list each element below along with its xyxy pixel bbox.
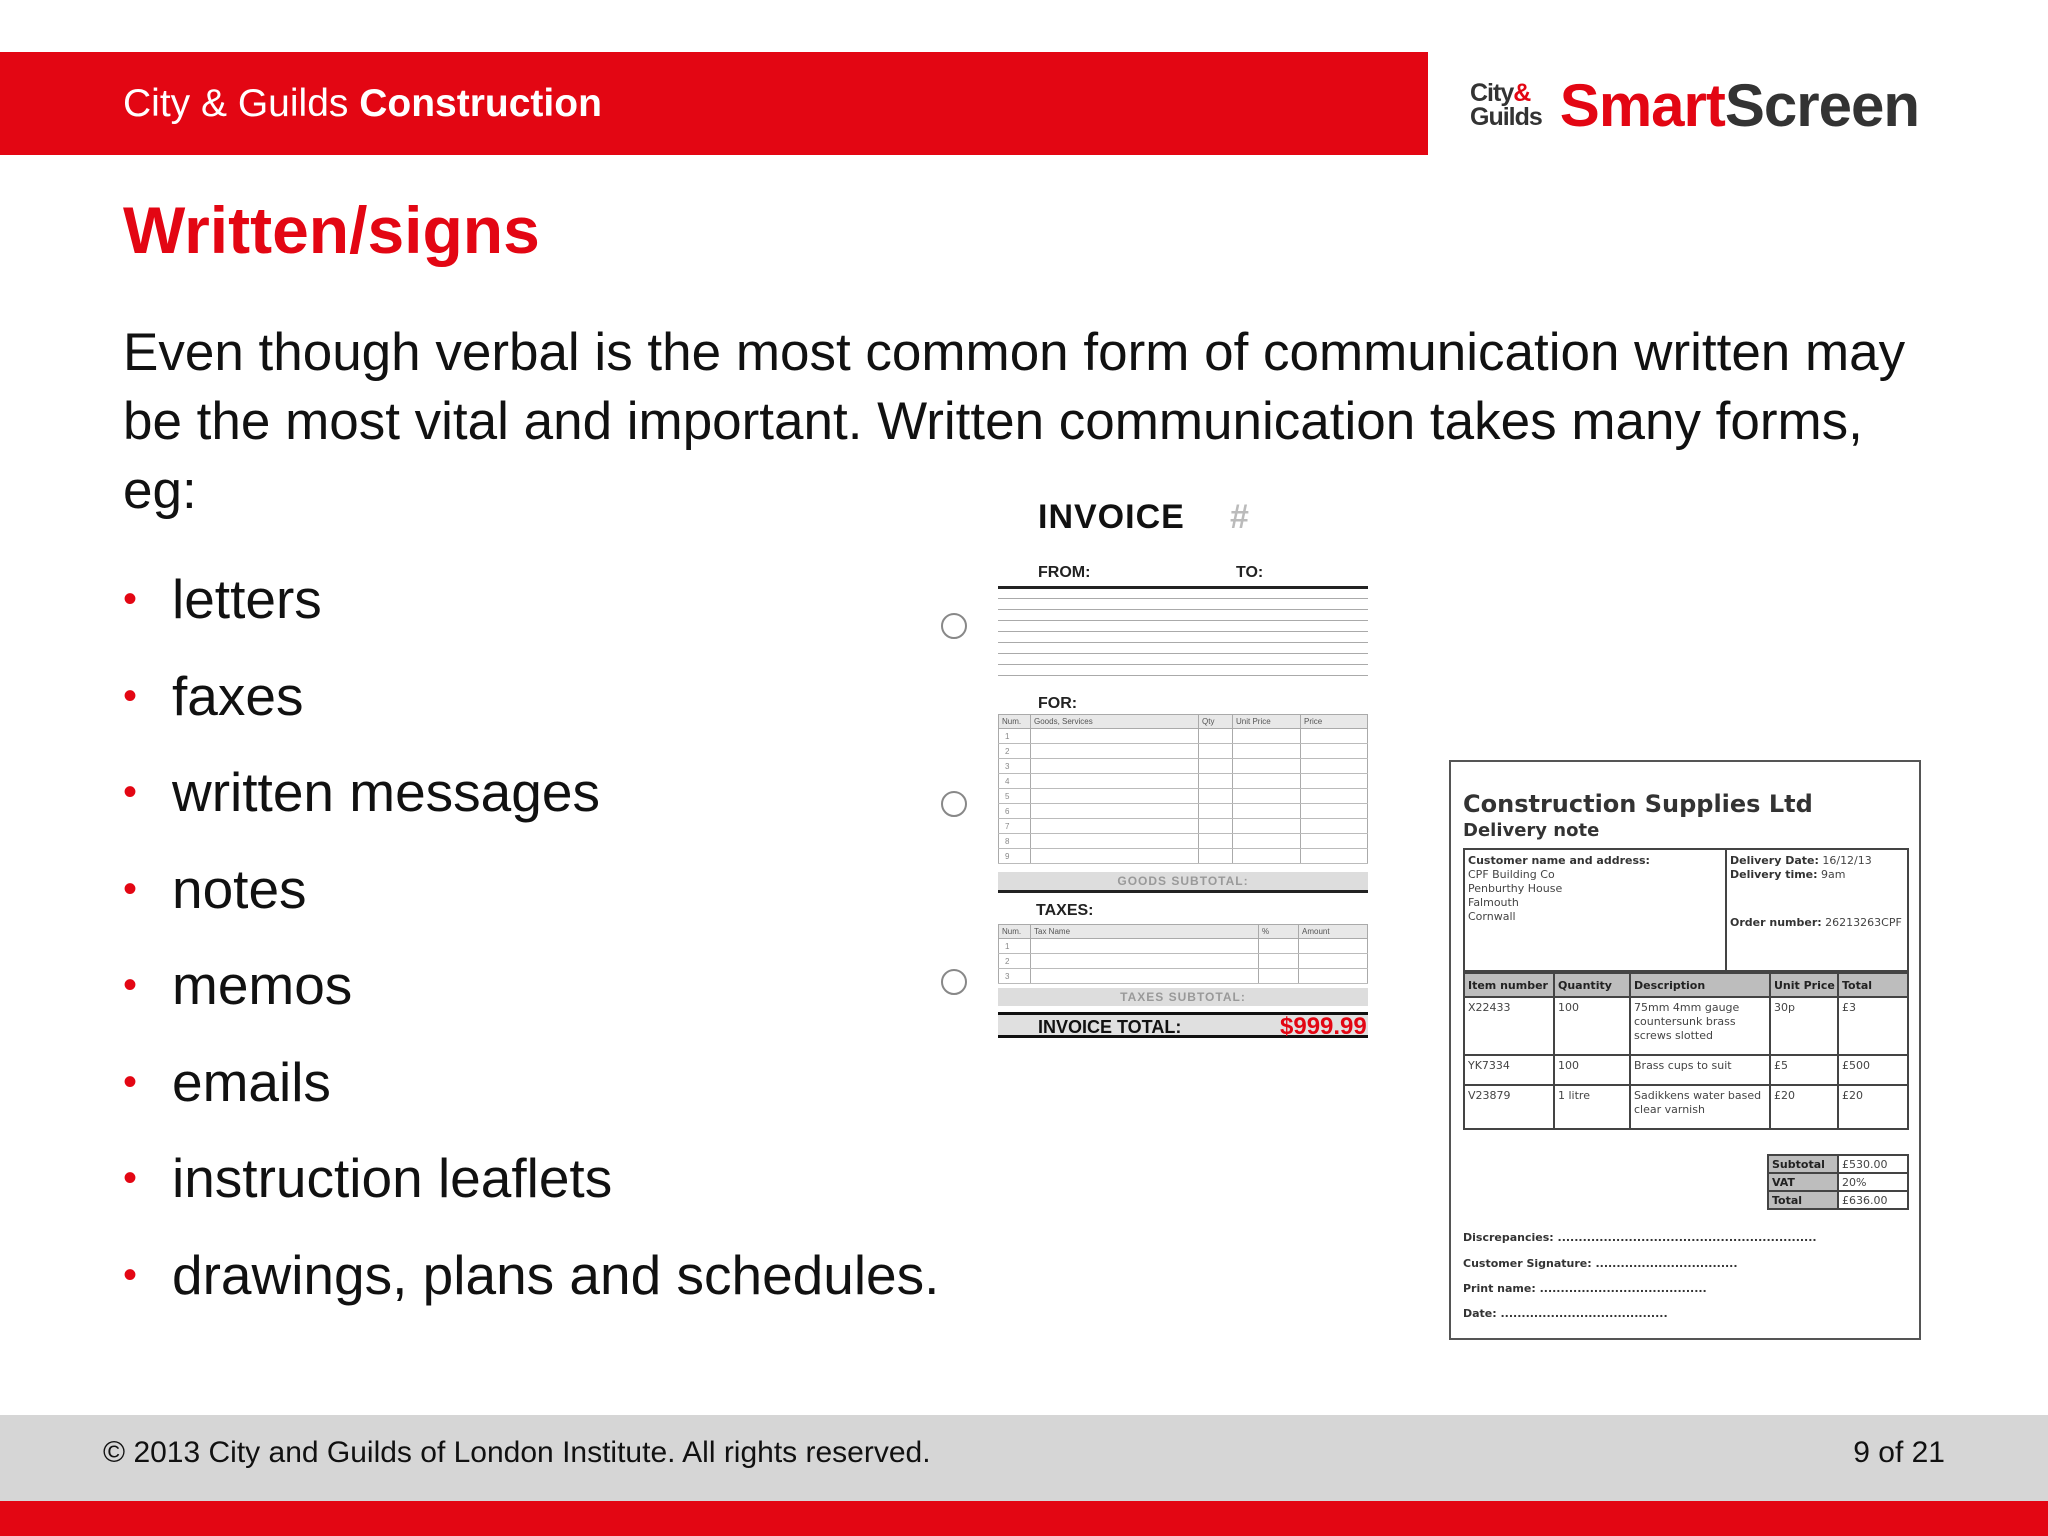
bullet-icon: • — [123, 577, 138, 621]
list-item: • faxes — [123, 664, 304, 727]
table-row: 4 — [999, 774, 1368, 789]
city-guilds-logo-mark: City& Guilds — [1470, 79, 1542, 131]
delivery-subtitle: Delivery note — [1463, 820, 1600, 841]
invoice-total-label: INVOICE TOTAL: — [1038, 1017, 1182, 1037]
invoice-hash: # — [1230, 498, 1249, 536]
divider — [998, 631, 1368, 632]
table-row: 3 — [999, 759, 1368, 774]
table-row: 1 — [999, 729, 1368, 744]
copyright-text: © 2013 City and Guilds of London Institute. All rights reserved. — [103, 1436, 931, 1469]
divider — [998, 653, 1368, 654]
bottom-accent-bar — [0, 1501, 2048, 1536]
divider — [998, 620, 1368, 621]
divider — [998, 642, 1368, 643]
list-item: • emails — [123, 1050, 331, 1113]
taxes-label: TAXES: — [1036, 902, 1094, 919]
invoice-to-label: TO: — [1236, 564, 1264, 581]
bullet-icon: • — [123, 1252, 138, 1297]
list-item: • drawings, plans and schedules. — [123, 1243, 940, 1306]
invoice-title: INVOICE — [1038, 498, 1185, 536]
table-row: 7 — [999, 819, 1368, 834]
list-item: • written messages — [123, 761, 600, 823]
divider — [998, 609, 1368, 610]
binder-hole-icon — [941, 791, 967, 817]
table-row: Total £636.00 — [1768, 1191, 1908, 1209]
divider — [998, 890, 1368, 893]
delivery-date: Delivery Date: 16/12/13 — [1730, 854, 1872, 867]
bullet-icon: • — [123, 963, 138, 1007]
brand-bold: Construction — [359, 82, 602, 125]
list-item: • memos — [123, 954, 353, 1016]
order-number: Order number: 26213263CPF — [1730, 916, 1902, 929]
table-row: 8 — [999, 834, 1368, 849]
brand-title — [123, 82, 602, 126]
table-row: 9 — [999, 849, 1368, 864]
invoice-goods-table: Num. Goods, Services Qty Unit Price Price 1 2 3 4 5 6 7 8 9 — [998, 714, 1368, 864]
invoice-tax-table: Num. Tax Name % Amount 1 2 3 — [998, 924, 1368, 984]
invoice-image — [998, 490, 1368, 1050]
delivery-time: Delivery time: 9am — [1730, 868, 1846, 881]
delivery-items-table: Item number Quantity Description Unit Price Total X22433 100 75mm 4mm gauge countersunk brass screws slotted 30p £3 YK7334 100 Brass cups to suit £5 £500 V23879 1 litre Sadikkens water based clear varnish £20 £20 — [1463, 972, 1909, 1130]
divider — [998, 586, 1368, 589]
binder-hole-icon — [941, 969, 967, 995]
bullet-icon: • — [123, 770, 138, 814]
goods-subtotal: GOODS SUBTOTAL: — [998, 872, 1368, 890]
invoice-for-label: FOR: — [1038, 695, 1078, 712]
delivery-totals-table — [1767, 1154, 1909, 1210]
binder-hole-icon — [941, 613, 967, 639]
taxes-subtotal: TAXES SUBTOTAL: — [998, 988, 1368, 1006]
bullet-icon: • — [123, 1156, 138, 1200]
list-item: • letters — [123, 568, 322, 630]
table-row: 5 — [999, 789, 1368, 804]
customer-block: Customer name and address: CPF Building Co Penburthy House Falmouth Cornwall — [1468, 854, 1650, 923]
smartscreen-logo — [1470, 70, 1919, 140]
intro-paragraph: Even though verbal is the most common form of communication written may be the most vital and important. Written communication takes many forms, eg: — [123, 323, 1906, 520]
list-item: • instruction leaflets — [123, 1147, 613, 1209]
bullet-list — [123, 566, 939, 1338]
bullet-icon: • — [123, 866, 138, 911]
discrepancies-line: Discrepancies: .............................................................. — [1463, 1231, 1817, 1244]
table-row: 6 — [999, 804, 1368, 819]
smartscreen-wordmark: SmartScreen — [1559, 71, 1920, 139]
invoice-total-row — [998, 1012, 1368, 1038]
table-row: YK7334 100 Brass cups to suit £5 £500 — [1464, 1055, 1908, 1085]
divider — [998, 598, 1368, 599]
table-row: Subtotal £530.00 — [1768, 1155, 1908, 1173]
bullet-icon: • — [123, 673, 138, 718]
page-number: 9 of 21 — [1853, 1436, 1945, 1469]
list-item: • notes — [123, 857, 307, 920]
table-row: X22433 100 75mm 4mm gauge countersunk brass screws slotted 30p £3 — [1464, 997, 1908, 1055]
invoice-from-label: FROM: — [1038, 564, 1091, 581]
delivery-note-image — [1449, 760, 1921, 1340]
date-line: Date: ........................................ — [1463, 1307, 1668, 1320]
table-row: 2 — [999, 954, 1368, 969]
print-name-line: Print name: ........................................ — [1463, 1282, 1707, 1295]
signature-line: Customer Signature: .................................. — [1463, 1257, 1738, 1270]
delivery-company: Construction Supplies Ltd — [1463, 790, 1813, 818]
table-row: 3 — [999, 969, 1368, 984]
brand-prefix: City & Guilds — [123, 82, 349, 125]
bullet-icon: • — [123, 1059, 138, 1104]
table-row: 1 — [999, 939, 1368, 954]
divider — [998, 675, 1368, 676]
slide-title: Written/signs — [123, 193, 540, 267]
divider — [998, 664, 1368, 665]
invoice-total-value: $999.99 — [1280, 1013, 1367, 1040]
table-row: V23879 1 litre Sadikkens water based clear varnish £20 £20 — [1464, 1085, 1908, 1129]
table-row: VAT 20% — [1768, 1173, 1908, 1191]
table-row: 2 — [999, 744, 1368, 759]
